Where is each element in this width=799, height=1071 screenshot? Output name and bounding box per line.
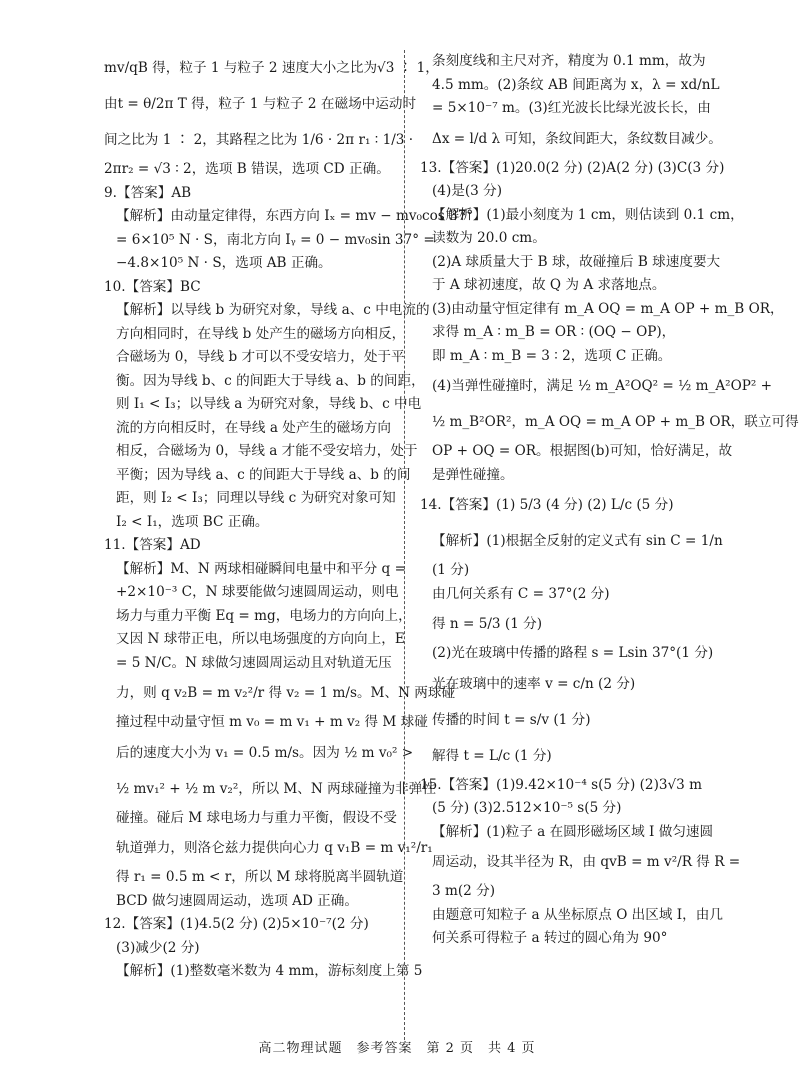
text-line: −4.8×10⁵ N · S，选项 AB 正确。 [116, 255, 332, 271]
text-line: 何关系可得粒子 a 转过的圆心角为 90° [432, 930, 668, 946]
page-footer: 高二物理试题 参考答案 第 2 页 共 4 页 [258, 1041, 536, 1056]
text-line: 【解析】(1)根据全反射的定义式有 sin C = 1/n [432, 533, 723, 549]
text-line: 求得 m_A ∶ m_B = OR ∶ (OQ − OP)， [432, 324, 676, 340]
text-line: +2×10⁻³ C，N 球要能做匀速圆周运动，则电 [116, 584, 399, 600]
text-line: 3 m(2 分) [432, 883, 496, 899]
text-line: 后的速度大小为 v₁ = 0.5 m/s。因为 ½ m v₀² > [116, 744, 414, 761]
text-line: 光在玻璃中的速率 v = c/n (2 分) [432, 675, 636, 692]
text-line: 由题意可知粒子 a 从坐标原点 O 出区域 I，由几 [432, 906, 723, 923]
text-line: Δx = l/d λ 可知，条纹间距大，条纹数目减少。 [432, 130, 722, 147]
text-line: 流的方向相反时，在导线 a 处产生的磁场方向 [116, 419, 392, 436]
column-divider [404, 50, 405, 1040]
text-line: = 5 N/C。N 球做匀速圆周运动且对轨道无压 [116, 654, 392, 671]
text-line: 力，则 q v₂B = m v₂²/r 得 v₂ = 1 m/s。M、N 两球碰 [116, 685, 456, 701]
text-line: = 5×10⁻⁷ m。(3)红光波长比绿光波长长，由 [432, 100, 711, 116]
text-line: 得 r₁ = 0.5 m < r，所以 M 球将脱离半圆轨道 [116, 869, 404, 885]
text-line: 轨道弹力，则洛仑兹力提供向心力 q v₁B = m v₁²/r₁ [116, 840, 433, 856]
text-line: (3)由动量守恒定律有 m_A OQ = m_A OP + m_B OR， [432, 300, 784, 317]
text-line: 【解析】以导线 b 为研究对象，导线 a、c 中电流的 [116, 302, 430, 318]
text-line: 周运动，设其半径为 R，由 qvB = m v²/R 得 R = [432, 854, 741, 870]
text-line: 即 m_A ∶ m_B = 3 ∶ 2，选项 C 正确。 [432, 347, 672, 364]
text-line: (2)光在玻璃中传播的路程 s = Lsin 37°(1 分) [432, 645, 714, 661]
text-line: OP + OQ = OR。根据图(b)可知，恰好满足，故 [432, 443, 733, 459]
text-line: 由几何关系有 C = 37°(2 分) [432, 585, 610, 602]
text-line: 场力与重力平衡 Eq = mg，电场力的方向向上， [116, 607, 412, 624]
text-line: 【解析】(1)最小刻度为 1 cm，则估读到 0.1 cm， [432, 206, 744, 223]
text-line: ½ mv₁² + ½ m v₂²，所以 M、N 两球碰撞为非弹性 [116, 780, 436, 797]
text-line: 【解析】M、N 两球相碰瞬间电量中和平分 q = [116, 560, 406, 577]
text-line: 于 A 球初速度，故 Q 为 A 求落地点。 [432, 277, 666, 293]
text-line: 方向相同时，在导线 b 处产生的磁场方向相反， [116, 325, 406, 342]
text-line: 间之比为 1 ∶ 2，其路程之比为 1/6 · 2π r₁ ∶ 1/3 · [104, 132, 414, 148]
text-line: 2πr₂ = √3 ∶ 2，选项 B 错误，选项 CD 正确。 [104, 161, 390, 177]
text-line: BCD 做匀速圆周运动，选项 AD 正确。 [116, 892, 358, 909]
text-line: (5 分) (3)2.512×10⁻⁵ s(5 分) [432, 800, 622, 816]
text-line: (4)是(3 分) [432, 183, 503, 199]
text-line: 由t = θ/2π T 得，粒子 1 与粒子 2 在磁场中运动时 [104, 96, 417, 112]
text-line: 传播的时间 t = s/v (1 分) [432, 711, 591, 728]
text-line: (3)减少(2 分) [116, 939, 200, 956]
text-line: 11.【答案】AD [104, 537, 201, 553]
text-line: 【解析】(1)整数毫米数为 4 mm，游标刻度上第 5 [116, 963, 423, 979]
text-line: ½ m_B²OR²，m_A OQ = m_A OP + m_B OR，联立可得 [432, 414, 799, 430]
text-line: 【解析】由动量定律得，东西方向 Iₓ = mv − mv₀cos 37° [116, 208, 474, 224]
text-line: 9.【答案】AB [104, 184, 192, 201]
text-line: 得 n = 5/3 (1 分) [432, 616, 543, 632]
text-line: 碰撞。碰后 M 球电场力与重力平衡，假设不受 [116, 809, 397, 826]
text-line: 则 I₁ < I₃；以导线 a 为研究对象，导线 b、c 中电 [116, 396, 422, 412]
text-line: 距，则 I₂ < I₃；同理以导线 c 为研究对象可知 [116, 490, 396, 506]
text-line: 14.【答案】(1) 5/3 (4 分) (2) L/c (5 分) [420, 497, 674, 513]
text-line: 12.【答案】(1)4.5(2 分) (2)5×10⁻⁷(2 分) [104, 916, 369, 932]
text-line: mv/qB 得，粒子 1 与粒子 2 速度大小之比为√3 ∶ 1， [104, 60, 439, 76]
text-line: 解得 t = L/c (1 分) [432, 747, 552, 764]
text-line: 是弹性碰撞。 [432, 466, 514, 483]
text-line: 【解析】(1)粒子 a 在圆形磁场区域 I 做匀速圆 [432, 823, 714, 840]
text-line: 衡。因为导线 b、c 的间距大于导线 a、b 的间距， [116, 372, 425, 389]
text-line: 13.【答案】(1)20.0(2 分) (2)A(2 分) (3)C(3 分) [420, 159, 725, 176]
text-line: 15.【答案】(1)9.42×10⁻⁴ s(5 分) (2)3√3 m [420, 776, 703, 793]
text-line: 平衡；因为导线 a、c 的间距大于导线 a、b 的间 [116, 466, 411, 483]
text-line: (2)A 球质量大于 B 球，故碰撞后 B 球速度要大 [432, 253, 721, 270]
text-line: 相反，合磁场为 0，导线 a 才能不受安培力，处于 [116, 443, 418, 459]
text-line: 条刻度线和主尺对齐，精度为 0.1 mm，故为 [432, 53, 706, 69]
text-line: 4.5 mm。(2)条纹 AB 间距离为 x，λ = xd/nL [432, 76, 720, 93]
text-line: 又因 N 球带正电，所以电场强度的方向向上，E [116, 631, 405, 647]
text-line: 读数为 20.0 cm。 [432, 230, 546, 246]
text-line: 合磁场为 0，导线 b 才可以不受安培力，处于平 [116, 349, 405, 365]
text-line: (1 分) [432, 562, 470, 578]
text-line: 10.【答案】BC [104, 278, 201, 295]
text-line: (4)当弹性碰撞时，满足 ½ m_A²OQ² = ½ m_A²OP² + [432, 378, 773, 394]
text-line: I₂ < I₁，选项 BC 正确。 [116, 513, 269, 530]
text-line: 撞过程中动量守恒 m v₀ = m v₁ + m v₂ 得 M 球碰 [116, 714, 428, 730]
right-column [420, 50, 799, 951]
text-line: = 6×10⁵ N · S，南北方向 Iᵧ = 0 − mv₀sin 37° = [116, 231, 435, 248]
